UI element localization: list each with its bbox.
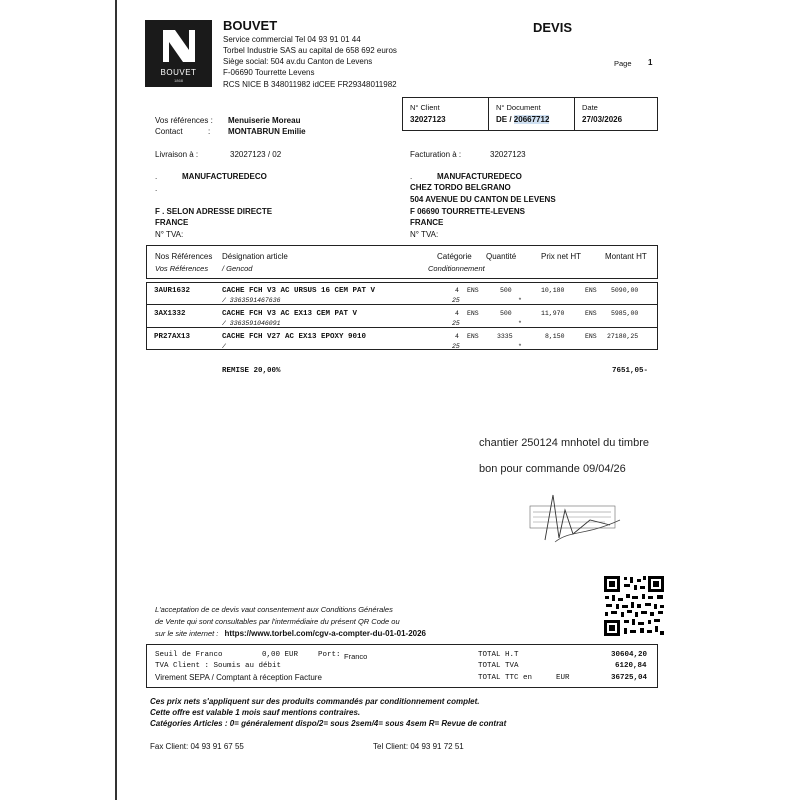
header-categorie: Catégorie: [437, 252, 472, 261]
row-unit: ENS: [467, 287, 479, 294]
header-quantite: Quantité: [486, 252, 517, 261]
address-right-tva: N° TVA:: [410, 230, 439, 239]
row-ref: 3AUR1632: [154, 287, 191, 295]
address-left-tva: N° TVA:: [155, 230, 184, 239]
address-left-dot: .: [155, 172, 158, 181]
row-star: *: [518, 320, 522, 327]
row-designation: CACHE FCH V27 AC EX13 EPOXY 9010: [222, 333, 367, 341]
seuil-franco-value: 0,00 EUR: [262, 651, 299, 659]
row-gencod: / 3363591467636: [222, 297, 281, 304]
row-unit2: ENS: [585, 310, 597, 317]
company-line: Siège social: 504 av.du Canton de Levens: [223, 57, 373, 66]
row-ref: PR27AX13: [154, 333, 191, 341]
header-ref: Nos Références: [155, 252, 213, 261]
conditions-url-prefix: sur le site internet :: [155, 629, 219, 638]
livraison-label: Livraison à :: [155, 150, 199, 159]
total-ttc-label: TOTAL TTC en: [478, 674, 533, 682]
total-tva-value: 6120,84: [615, 662, 647, 670]
row-ref: 3AX1332: [154, 310, 186, 318]
row-cond: 25: [452, 320, 460, 327]
row-amount: 5985,00: [611, 310, 639, 317]
info-divider: [488, 97, 489, 130]
row-designation: CACHE FCH V3 AC URSUS 16 CEM PAT V: [222, 287, 376, 295]
page-number: 1: [648, 58, 653, 67]
document-number: [496, 115, 549, 124]
address-right-line: 504 AVENUE DU CANTON DE LEVENS: [410, 195, 556, 204]
document-number-value: 20667712: [513, 115, 550, 124]
port-value: Franco: [344, 652, 368, 661]
address-right-line: F 06690 TOURRETTE-LEVENS: [410, 207, 525, 216]
row-unit2: ENS: [585, 287, 597, 294]
seuil-franco-label: Seuil de Franco: [155, 651, 223, 659]
vos-references-value: Menuiserie Moreau: [228, 116, 301, 125]
document-title: DEVIS: [533, 20, 573, 35]
facturation-label: Facturation à :: [410, 150, 462, 159]
company-line: Torbel Industrie SAS au capital de 658 692 euros: [223, 46, 397, 55]
handwritten-note-chantier: chantier 250124 mnhotel du timbre: [479, 437, 649, 449]
address-left-country: FRANCE: [155, 218, 189, 227]
remise-label: REMISE 20,00%: [222, 367, 281, 375]
client-label: N° Client: [410, 103, 440, 112]
remise-value: 7651,05-: [612, 367, 649, 375]
company-logo: [145, 20, 212, 87]
row-price: 8,150: [545, 333, 565, 340]
row-unit: ENS: [467, 333, 479, 340]
company-line: Service commercial Tel 04 93 91 01 44: [223, 35, 361, 44]
table-header: [146, 245, 658, 279]
row-price: 11,970: [541, 310, 565, 317]
tel-client: Tel Client: 04 93 91 72 51: [373, 742, 464, 751]
client-number: 32027123: [410, 115, 446, 124]
cgv-link[interactable]: https://www.torbel.com/cgv-a-compter-du-01-01-2026: [224, 629, 426, 638]
address-right-country: FRANCE: [410, 218, 444, 227]
address-left-line: F . SELON ADRESSE DIRECTE: [155, 207, 273, 216]
date-label: Date: [582, 103, 598, 112]
row-qty: 3335: [497, 333, 513, 340]
header-ref-sub: Vos Références: [155, 264, 209, 273]
row-qty: 500: [500, 310, 512, 317]
qr-code-icon[interactable]: [602, 574, 666, 638]
signature-stamp-icon: [515, 490, 635, 550]
address-right-dot: .: [410, 172, 413, 181]
left-margin-line: [115, 0, 117, 800]
facturation-value: 32027123: [490, 150, 526, 159]
logo-subtext: 1868: [174, 78, 183, 83]
total-ht-value: 30604,20: [611, 651, 648, 659]
port-label: Port:: [318, 651, 341, 659]
row-category: 4: [455, 287, 459, 294]
page-label: Page: [614, 59, 632, 68]
row-unit2: ENS: [585, 333, 597, 340]
total-ttc-value: 36725,04: [611, 674, 648, 682]
total-tva-label: TOTAL TVA: [478, 662, 519, 670]
header-prix: Prix net HT: [541, 252, 582, 261]
address-right-name: MANUFACTUREDECO: [437, 172, 522, 181]
document-label: N° Document: [496, 103, 541, 112]
fax-client: Fax Client: 04 93 91 67 55: [150, 742, 244, 751]
tva-client: TVA Client : Soumis au débit: [155, 662, 282, 670]
address-right-line: CHEZ TORDO BELGRANO: [410, 183, 511, 192]
company-line: F-06690 Tourrette Levens: [223, 68, 315, 77]
vos-references-label: Vos références :: [155, 116, 213, 125]
header-categorie-sub: Conditionnement: [428, 264, 485, 273]
row-designation: CACHE FCH V3 AC EX13 CEM PAT V: [222, 310, 358, 318]
row-amount: 5090,00: [611, 287, 639, 294]
note-line: Ces prix nets s'appliquent sur des produits commandés par conditionnement complet.: [150, 697, 480, 706]
livraison-value: 32027123 / 02: [230, 150, 282, 159]
header-designation-sub: / Gencod: [222, 264, 253, 273]
handwritten-note-commande: bon pour commande 09/04/26: [479, 463, 626, 475]
row-gencod: /: [222, 343, 226, 350]
row-divider: [146, 304, 657, 305]
row-category: 4: [455, 333, 459, 340]
document-prefix: DE /: [496, 115, 512, 124]
company-name: BOUVET: [223, 18, 278, 33]
payment-method: Virement SEPA / Comptant à réception Facture: [155, 673, 322, 682]
address-left-dot: .: [155, 184, 158, 193]
contact-label: Contact: [155, 127, 183, 136]
contact-colon: :: [208, 127, 211, 136]
row-category: 4: [455, 310, 459, 317]
address-left-name: MANUFACTUREDECO: [182, 172, 267, 181]
logo-text: BOUVET: [160, 68, 197, 77]
logo-mark-icon: [145, 20, 212, 68]
total-ht-label: TOTAL H.T: [478, 651, 519, 659]
row-star: *: [518, 343, 522, 350]
conditions-line: L'acceptation de ce devis vaut consentement aux Conditions Générales: [155, 605, 393, 614]
note-line: Cette offre est valable 1 mois sauf mentions contraires.: [150, 708, 361, 717]
row-amount: 27180,25: [607, 333, 639, 340]
row-divider: [146, 327, 657, 328]
row-unit: ENS: [467, 310, 479, 317]
note-line: Catégories Articles : 0= généralement dispo/2= sous 2sem/4= sous 4sem R= Revue de contrat: [150, 719, 507, 728]
row-gencod: / 3363591046091: [222, 320, 281, 327]
info-divider: [574, 97, 575, 130]
row-qty: 500: [500, 287, 512, 294]
row-cond: 25: [452, 297, 460, 304]
row-cond: 25: [452, 343, 460, 350]
contact-value: MONTABRUN Emilie: [228, 127, 306, 136]
header-designation: Désignation article: [222, 252, 288, 261]
header-montant: Montant HT: [605, 252, 647, 261]
company-line: RCS NICE B 348011982 idCEE FR29348011982: [223, 80, 397, 89]
date-value: 27/03/2026: [582, 115, 623, 124]
total-ttc-currency: EUR: [556, 674, 570, 682]
conditions-url-line: [155, 629, 426, 638]
row-price: 10,180: [541, 287, 565, 294]
conditions-line: de Vente qui sont consultables par l'intermédiaire du présent QR Code ou: [155, 617, 400, 626]
row-star: *: [518, 297, 522, 304]
